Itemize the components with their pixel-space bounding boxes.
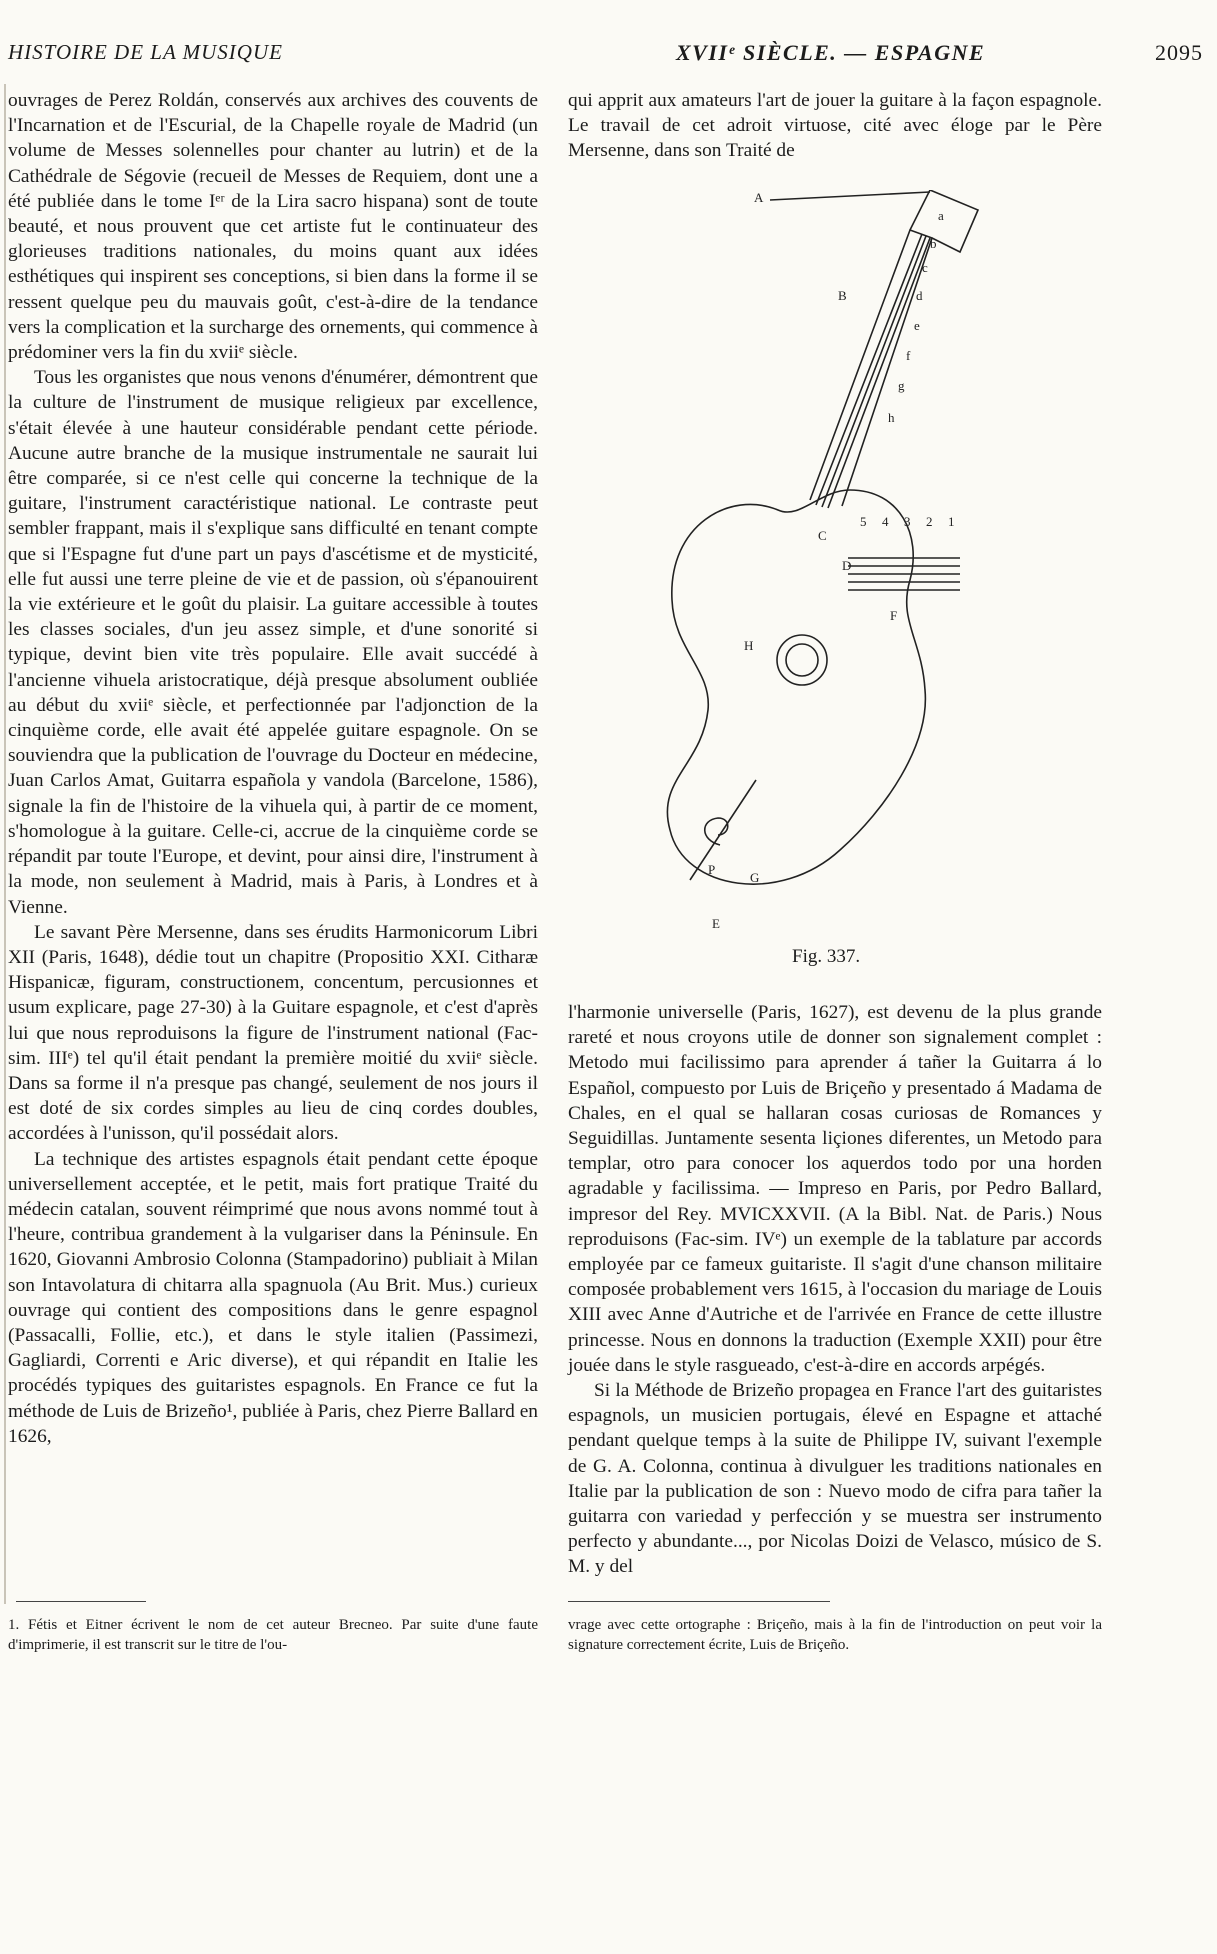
right-column-bottom xyxy=(568,1000,1102,1580)
figure-letter: C xyxy=(818,528,827,543)
figure-letter: e xyxy=(914,318,920,333)
paragraph: Tous les organistes que nous venons d'énumérer, démontrent que la culture de l'instrument de musique religieux par excellence, s'était élevée à une hauteur considérable pendant cette période. Aucune autre branche de la musique instrumentale ne saurait lui être comparée, si ce n'est celle qui concerne la technique de la guitare, l'instrument caractéristique national. Le contraste peut sembler frappant, mais il s'explique sans difficulté en tenant compte que si l'Espagne fut d'une part un pays d'ascétisme et de mysticité, elle fut aussi une terre pleine de vie et de passion, où s'épanouirent la vie extérieure et le goût du plaisir. La guitare accessible à toutes les classes sociales, d'un jeu assez simple, et d'une sonorité si typique, devint bien vite très populaire. Elle avait succédé à l'ancienne vihuela aristocratique, déjà presque absolument oubliée au début du xviiᵉ siècle, et perfectionnée par l'adjonction de la cinquième corde, elle avait été appelée guitare espagnole. On se souviendra que la publication de l'ouvrage du Docteur en médecine, Juan Carlos Amat, Guitarra española y vandola (Barcelone, 1586), signale la fin de l'histoire de la vihuela qui, à partir de ce moment, s'homologue à la guitare. Celle-ci, accrue de la cinquième corde se répandit par toute l'Europe, et devint, pour ainsi dire, l'instrument à la mode, non seulement à Madrid, mais à Paris, à Londres et à Vienne. xyxy=(8,367,538,918)
figure-letter: D xyxy=(842,558,852,573)
figure-letter: E xyxy=(712,916,720,931)
figure-letter: d xyxy=(916,288,923,303)
figure-letter: B xyxy=(838,288,847,303)
figure-letter: c xyxy=(922,260,928,275)
figure-letter: f xyxy=(906,348,911,363)
string-number: 3 xyxy=(904,514,911,529)
paragraph: l'harmonie universelle (Paris, 1627), est devenu de la plus grande rareté et nous croyons utile de donner son signalement complet : Metodo mui facilissimo para aprender á tañer la Guitarra á lo Español, compuesto por Luis de Briçeño y presentado á Madama de Chales, en el qual se hallaran cosas curiosas de Romances y Seguidillas. Juntamente sesenta liçiones diferentes, un Metodo para templar, otro para conocer los aquerdos todo por una horden agradable y facilissima. — Impreso en Paris, por Pedro Ballard, impresor del Rey. MVICXXVII. (A la Bibl. Nat. de Paris.) Nous reproduisons (Fac-sim. IVᵉ) un exemple de la tablature par accords employée par ce fameux guitariste. Il s'agit d'une chanson militaire composée probablement vers 1615, à l'occasion du mariage de Louis XIII avec Anne d'Autriche et de l'arrivée en France de cette illustre princesse. Nous en donnons la traduction (Exemple XXII) pour être jouée dans le style rasgueado, c'est-à-dire en accords arpégés. xyxy=(568,1002,1102,1376)
paragraph: La technique des artistes espagnols était pendant cette époque universellement acceptée, et le petit, mais fort pratique Traité du médecin catalan, souvent réimprimé que nous avons nommé tout à l'heure, contribua grandement à la vulgariser dans la Péninsule. En 1620, Giovanni Ambrosio Colonna (Stampadorino) publiait à Milan son Intavolatura di chitarra alla spagnuola (Au Brit. Mus.) curieux ouvrage qui contient des compositions dans le genre espagnol (Passacalli, Follie, etc.), et dans le style italien (Passimezi, Gagliardi, Correnti e Aric diverse), et qui répandit en Italie les procédés typiques des guitaristes espagnols. En France ce fut la méthode de Luis de Brizeño¹, publiée à Paris, chez Pierre Ballard en 1626, xyxy=(8,1148,538,1447)
footnote: vrage avec cette ortographe : Briçeño, mais à la fin de l'introduction on peut voir la signature correctement écrite, Luis de Briçeño. xyxy=(568,1617,1102,1653)
paragraph: Si la Méthode de Brizeño propagea en France l'art des guitaristes espagnols, un musicien portugais, élevé en Espagne et attaché pendant quelque temps à la suite de Philippe IV, suivant l'exemple de G. A. Colonna, continua à divulguer les traditions nationales en Italie par la publication de son : Nuevo modo de cifra para tañer la guitarra con variedad y perfección y se muestra ser instrumento perfecto y abundante..., por Nicolas Doizi de Velasco, músico de S. M. y del xyxy=(568,1380,1102,1578)
footnote: 1. Fétis et Eitner écrivent le nom de cet auteur Brecneo. Par suite d'une faute d'imprimerie, il est transcrit sur le titre de l'ou- xyxy=(8,1617,538,1653)
figure-letter: F xyxy=(890,608,898,623)
margin-line xyxy=(4,84,6,1604)
guitar-head xyxy=(910,190,978,252)
guitar-figure xyxy=(660,190,1040,950)
string-number: 2 xyxy=(926,514,933,529)
string-number: 4 xyxy=(882,514,889,529)
right-column-top xyxy=(568,88,1102,164)
figure-letter: A xyxy=(754,190,764,205)
figure-letter: b xyxy=(930,236,937,251)
left-column xyxy=(8,88,538,1449)
rosette xyxy=(777,635,827,685)
figure-letter: G xyxy=(750,870,760,885)
string-number: 1 xyxy=(948,514,955,529)
footnote-rule xyxy=(16,1601,146,1602)
figure-letter: a xyxy=(938,208,944,223)
figure-letter: g xyxy=(898,378,905,393)
running-header-left: HISTOIRE DE LA MUSIQUE xyxy=(8,40,283,64)
figure-caption: Fig. 337. xyxy=(792,946,861,967)
paragraph: qui apprit aux amateurs l'art de jouer la guitare à la façon espagnole. Le travail de cet adroit virtuose, cité avec éloge par le Père Mersenne, dans son Traité de xyxy=(568,90,1102,162)
paragraph: Le savant Père Mersenne, dans ses érudits Harmonicorum Libri XII (Paris, 1648), dédie tout un chapitre (Propositio XXI. Citharæ Hispanicæ, figuram, constructionem, concentum, percusionnes et usum explicare, page 27-30) à la Guitare espagnole, et c'est d'après lui que nous reproduisons la figure de l'instrument national (Fac-sim. IIIᵉ) tel qu'il était pendant la première moitié du xviiᵉ siècle. Dans sa forme il n'a presque pas changé, seulement de nos jours il est doté de six cordes simples au lieu de cinq cordes doubles, accordées à l'unisson, qu'il possédait alors. xyxy=(8,921,538,1145)
paragraph: ouvrages de Perez Roldán, conservés aux archives des couvents de l'Incarnation et de l'Escurial, de la Chapelle royale de Madrid (un volume de Messes solennelles pour chanter au lutrin) et de la Cathédrale de Ségovie (recueil de Messes de Requiem, dont une a été publiée dans le tome Iᵉʳ de la Lira sacro hispana) sont de toute beauté, et nous prouvent que cet artiste fut le continuateur des glorieuses traditions nationales, du moins quant aux idées esthétiques qui inspirent ses conceptions, si bien dans la forme il se ressent quelque peu du mauvais goût, c'est-à-dire de la tendance vers la complication et la surcharge des ornements, qui commence à prédominer vers la fin du xviiᵉ siècle. xyxy=(8,90,538,364)
footnote-rule xyxy=(568,1601,830,1602)
figure-letter: h xyxy=(888,410,895,425)
figure-letter: P xyxy=(708,862,716,877)
figure-letter: H xyxy=(744,638,754,653)
page-number: 2095 xyxy=(1155,40,1203,65)
running-header-right: XVIIᵉ SIÈCLE. — ESPAGNE xyxy=(676,40,986,65)
guitar-neck xyxy=(810,230,932,506)
string-number: 5 xyxy=(860,514,867,529)
